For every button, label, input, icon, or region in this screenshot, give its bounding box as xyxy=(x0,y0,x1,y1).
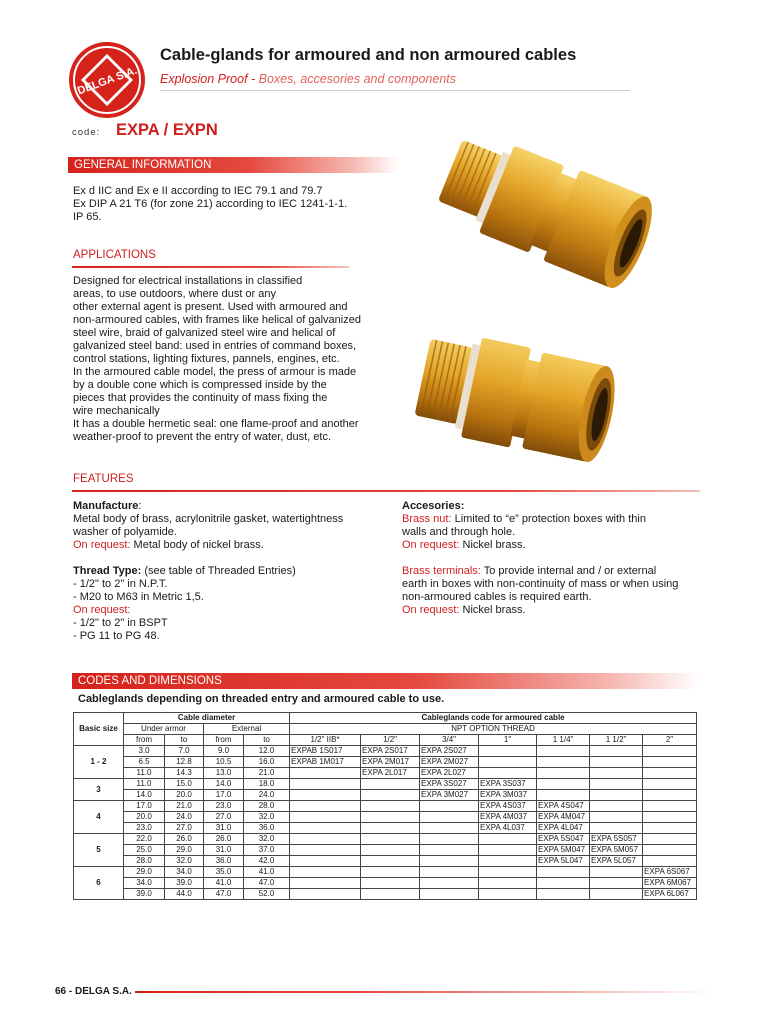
diameter-cell: 34.0 xyxy=(165,867,204,878)
diameter-cell: 36.0 xyxy=(244,823,290,834)
code-cell: EXPA 5S047 xyxy=(537,834,590,845)
app-line: Designed for electrical installations in classified xyxy=(73,275,303,287)
diameter-cell: 15.0 xyxy=(165,779,204,790)
terminals-request: Nickel brass. xyxy=(459,604,526,616)
code-cell xyxy=(361,878,420,889)
code-cell: EXPA 2M017 xyxy=(361,757,420,768)
diameter-cell: 32.0 xyxy=(244,834,290,845)
code-cell xyxy=(361,812,420,823)
thread-header: 1/2" xyxy=(361,735,420,746)
table-row xyxy=(74,790,697,801)
page-subtitle xyxy=(160,72,456,86)
code-cell xyxy=(537,889,590,900)
thread-type-note: (see table of Threaded Entries) xyxy=(141,565,296,577)
code-cell: EXPA 3S037 xyxy=(479,779,537,790)
diameter-cell: 6.5 xyxy=(124,757,165,768)
code-cell xyxy=(361,790,420,801)
code-cell xyxy=(479,768,537,779)
diameter-cell: 32.0 xyxy=(165,856,204,867)
code-cell xyxy=(590,812,643,823)
cable-gland-photo-top xyxy=(420,118,690,323)
code-cell xyxy=(537,779,590,790)
thread-type-label: Thread Type: xyxy=(73,565,142,577)
applications-text xyxy=(73,275,383,444)
code-cell xyxy=(643,812,697,823)
code-cell: EXPA 2M027 xyxy=(420,757,479,768)
code-cell xyxy=(420,867,479,878)
table-row xyxy=(74,757,697,768)
cableglands-code-header: Cableglands code for armoured cable xyxy=(290,713,697,724)
on-request-label: On request: xyxy=(73,539,131,551)
app-line: galvanized steel band: used in entries of command boxes, xyxy=(73,340,357,352)
code-cell: EXPA 4S047 xyxy=(537,801,590,812)
diameter-cell: 17.0 xyxy=(124,801,165,812)
table-row xyxy=(74,801,697,812)
table-row xyxy=(74,856,697,867)
codes-dimensions-heading: CODES AND DIMENSIONS xyxy=(72,673,700,689)
brass-nut-label: Brass nut: xyxy=(402,513,452,525)
diameter-cell: 13.0 xyxy=(204,768,244,779)
code-cell xyxy=(590,768,643,779)
table-row xyxy=(74,845,697,856)
subtitle-lead: Explosion Proof - xyxy=(160,72,259,86)
code-cell xyxy=(590,823,643,834)
terminals-line: earth in boxes with non-continuity of mass or when using xyxy=(402,578,679,590)
brass-nut-text: Limited to “e” protection boxes with thin xyxy=(451,513,646,525)
diameter-cell: 21.0 xyxy=(165,801,204,812)
code-cell xyxy=(643,779,697,790)
diameter-cell: 32.0 xyxy=(244,812,290,823)
code-cell: EXPA 4M037 xyxy=(479,812,537,823)
diameter-cell: 41.0 xyxy=(204,878,244,889)
code-label: code: xyxy=(72,127,101,138)
code-cell: EXPA 4L037 xyxy=(479,823,537,834)
code-cell: EXPA 4L047 xyxy=(537,823,590,834)
code-cell xyxy=(537,867,590,878)
app-line: areas, to use outdoors, where dust or any xyxy=(73,288,277,300)
table-row xyxy=(74,889,697,900)
table-body xyxy=(74,746,697,900)
code-cell xyxy=(590,746,643,757)
code-cell xyxy=(290,867,361,878)
code-cell xyxy=(420,889,479,900)
codes-dimensions-table xyxy=(73,712,697,900)
code-cell xyxy=(590,878,643,889)
diameter-cell: 31.0 xyxy=(204,823,244,834)
code-cell: EXPAB 1S017 xyxy=(290,746,361,757)
code-cell xyxy=(643,768,697,779)
diameter-cell: 39.0 xyxy=(124,889,165,900)
code-cell xyxy=(479,856,537,867)
under-armor-header: Under armor xyxy=(124,724,204,735)
code-cell: EXPA 4M047 xyxy=(537,812,590,823)
diameter-cell: 28.0 xyxy=(124,856,165,867)
code-cell xyxy=(361,801,420,812)
terminals-line: non-armoured cables is required earth. xyxy=(402,591,592,603)
diameter-cell: 11.0 xyxy=(124,768,165,779)
diameter-cell: 44.0 xyxy=(165,889,204,900)
code-cell: EXPAB 1M017 xyxy=(290,757,361,768)
on-request-label: On request: xyxy=(73,604,131,616)
diameter-cell: 25.0 xyxy=(124,845,165,856)
basic-size-cell: 4 xyxy=(74,801,124,834)
table-head xyxy=(74,713,697,746)
code-cell xyxy=(537,790,590,801)
external-header: External xyxy=(204,724,290,735)
thread-line: - M20 to M63 in Metric 1,5. xyxy=(73,591,204,603)
basic-size-header: Basic size xyxy=(74,713,124,746)
diameter-cell: 9.0 xyxy=(204,746,244,757)
diameter-cell: 28.0 xyxy=(244,801,290,812)
code-cell xyxy=(420,834,479,845)
basic-size-cell: 6 xyxy=(74,867,124,900)
app-line: In the armoured cable model, the press of armour is made xyxy=(73,366,357,378)
manufacture-line: Metal body of brass, acrylonitrile gasket, watertightness xyxy=(73,513,344,525)
subtitle-divider xyxy=(160,90,630,91)
on-request-label: On request: xyxy=(402,604,460,616)
code-cell xyxy=(420,812,479,823)
general-line: IP 65. xyxy=(73,211,102,223)
features-left-column xyxy=(73,500,373,643)
manufacture-label: Manufacture xyxy=(73,500,139,512)
basic-size-cell: 3 xyxy=(74,779,124,801)
code-cell: EXPA 5M047 xyxy=(537,845,590,856)
app-line: wire mechanically xyxy=(73,405,160,417)
diameter-cell: 14.3 xyxy=(165,768,204,779)
general-information-text xyxy=(73,185,393,224)
diameter-cell: 47.0 xyxy=(204,889,244,900)
table-row xyxy=(74,867,697,878)
code-cell: EXPA 2S027 xyxy=(420,746,479,757)
diameter-cell: 23.0 xyxy=(124,823,165,834)
diameter-cell: 7.0 xyxy=(165,746,204,757)
features-right-column xyxy=(402,500,702,617)
features-heading: FEATURES xyxy=(73,473,134,485)
code-cell xyxy=(643,845,697,856)
code-cell xyxy=(290,834,361,845)
code-cell xyxy=(590,889,643,900)
code-cell: EXPA 5S057 xyxy=(590,834,643,845)
code-cell xyxy=(290,779,361,790)
nut-request: Nickel brass. xyxy=(459,539,526,551)
footer-divider xyxy=(135,991,715,993)
diameter-cell: 29.0 xyxy=(124,867,165,878)
code-cell xyxy=(643,856,697,867)
diameter-cell: 20.0 xyxy=(165,790,204,801)
diameter-cell: 22.0 xyxy=(124,834,165,845)
from-header: from xyxy=(124,735,165,746)
table-row xyxy=(74,768,697,779)
code-cell xyxy=(479,845,537,856)
code-cell xyxy=(479,889,537,900)
subtitle-rest: Boxes, accesories and components xyxy=(258,72,457,86)
diameter-cell: 29.0 xyxy=(165,845,204,856)
diameter-cell: 34.0 xyxy=(124,878,165,889)
diameter-cell: 11.0 xyxy=(124,779,165,790)
table-row xyxy=(74,812,697,823)
from-header: from xyxy=(204,735,244,746)
code-cell xyxy=(420,878,479,889)
thread-request-line: - 1/2" to 2" in BSPT xyxy=(73,617,168,629)
thread-request-line: - PG 11 to PG 48. xyxy=(73,630,160,642)
code-cell xyxy=(290,801,361,812)
page-title: Cable-glands for armoured and non armoured cables xyxy=(160,46,577,64)
thread-header: 1/2" IIB* xyxy=(290,735,361,746)
table-intro: Cableglands depending on threaded entry and armoured cable to use. xyxy=(78,693,445,705)
thread-header: 1 1/2" xyxy=(590,735,643,746)
diameter-cell: 16.0 xyxy=(244,757,290,768)
code-cell xyxy=(290,889,361,900)
code-cell xyxy=(361,834,420,845)
code-cell xyxy=(290,878,361,889)
general-line: Ex DIP A 21 T6 (for zone 21) according to IEC 1241-1-1. xyxy=(73,198,348,210)
diameter-cell: 31.0 xyxy=(204,845,244,856)
code-cell: EXPA 4S037 xyxy=(479,801,537,812)
table-row xyxy=(74,878,697,889)
code-cell: EXPA 2S017 xyxy=(361,746,420,757)
code-cell xyxy=(420,845,479,856)
app-line: It has a double hermetic seal: one flame-proof and another xyxy=(73,418,359,430)
diameter-cell: 27.0 xyxy=(204,812,244,823)
diameter-cell: 3.0 xyxy=(124,746,165,757)
code-cell xyxy=(537,746,590,757)
diameter-cell: 24.0 xyxy=(165,812,204,823)
table-row xyxy=(74,779,697,790)
code-cell xyxy=(643,801,697,812)
code-cell xyxy=(361,845,420,856)
app-line: by a double cone which is compressed inside by the xyxy=(73,379,327,391)
code-cell xyxy=(420,823,479,834)
thread-line: - 1/2" to 2" in N.P.T. xyxy=(73,578,168,590)
brass-terminals-label: Brass terminals: xyxy=(402,565,481,577)
diameter-cell: 10.5 xyxy=(204,757,244,768)
code-cell: EXPA 3S027 xyxy=(420,779,479,790)
code-cell xyxy=(479,878,537,889)
diameter-cell: 35.0 xyxy=(204,867,244,878)
diameter-cell: 12.8 xyxy=(165,757,204,768)
features-divider xyxy=(72,490,700,492)
code-cell: EXPA 5M057 xyxy=(590,845,643,856)
code-cell: EXPA 3M037 xyxy=(479,790,537,801)
code-cell xyxy=(643,757,697,768)
diameter-cell: 47.0 xyxy=(244,878,290,889)
code-cell xyxy=(361,856,420,867)
delga-logo xyxy=(67,40,147,120)
code-cell xyxy=(643,790,697,801)
diameter-cell: 14.0 xyxy=(124,790,165,801)
code-cell: EXPA 6M067 xyxy=(643,878,697,889)
applications-heading: APPLICATIONS xyxy=(73,249,156,261)
diameter-cell: 27.0 xyxy=(165,823,204,834)
code-cell xyxy=(290,790,361,801)
page-footer: 66 - DELGA S.A. xyxy=(55,986,132,997)
code-cell: EXPA 3M027 xyxy=(420,790,479,801)
diameter-cell: 17.0 xyxy=(204,790,244,801)
general-information-heading: GENERAL INFORMATION xyxy=(68,157,398,173)
code-cell: EXPA 5L047 xyxy=(537,856,590,867)
diameter-cell: 12.0 xyxy=(244,746,290,757)
manufacture-colon: : xyxy=(138,500,142,512)
diameter-cell: 20.0 xyxy=(124,812,165,823)
manufacture-request: Metal body of nickel brass. xyxy=(130,539,264,551)
diameter-cell: 26.0 xyxy=(204,834,244,845)
svg-text:DELGA S.A.: DELGA S.A. xyxy=(75,64,139,98)
code-cell xyxy=(420,801,479,812)
table-row xyxy=(74,746,697,757)
code-cell xyxy=(643,823,697,834)
diameter-cell: 42.0 xyxy=(244,856,290,867)
diameter-cell: 21.0 xyxy=(244,768,290,779)
code-cell xyxy=(479,834,537,845)
code-cell: EXPA 6L067 xyxy=(643,889,697,900)
code-cell xyxy=(537,768,590,779)
diameter-cell: 36.0 xyxy=(204,856,244,867)
code-cell xyxy=(479,757,537,768)
diameter-cell: 23.0 xyxy=(204,801,244,812)
brass-terminals-text: To provide internal and / or external xyxy=(480,565,657,577)
code-cell xyxy=(290,812,361,823)
thread-header: 1 1/4" xyxy=(537,735,590,746)
code-cell xyxy=(290,768,361,779)
code-cell xyxy=(537,878,590,889)
thread-header: 3/4" xyxy=(420,735,479,746)
thread-header: 1" xyxy=(479,735,537,746)
code-cell xyxy=(643,834,697,845)
code-cell xyxy=(290,845,361,856)
diameter-cell: 14.0 xyxy=(204,779,244,790)
app-line: other external agent is present. Used with armoured and xyxy=(73,301,348,313)
code-cell xyxy=(361,823,420,834)
app-line: control stations, lighting fixtures, pannels, engines, etc. xyxy=(73,353,340,365)
code-cell: EXPA 2L027 xyxy=(420,768,479,779)
code-value: EXPA / EXPN xyxy=(116,121,218,139)
code-cell xyxy=(590,779,643,790)
code-cell xyxy=(361,867,420,878)
code-cell xyxy=(643,746,697,757)
diameter-cell: 24.0 xyxy=(244,790,290,801)
manufacture-line: washer of polyamide. xyxy=(73,526,177,538)
table-row xyxy=(74,834,697,845)
basic-size-cell: 5 xyxy=(74,834,124,867)
on-request-label: On request: xyxy=(402,539,460,551)
code-cell xyxy=(537,757,590,768)
code-cell xyxy=(361,889,420,900)
code-cell: EXPA 5L057 xyxy=(590,856,643,867)
code-cell xyxy=(479,867,537,878)
app-line: pieces that provides the continuity of mass fixing the xyxy=(73,392,328,404)
code-cell: EXPA 2L017 xyxy=(361,768,420,779)
diameter-cell: 39.0 xyxy=(165,878,204,889)
code-cell: EXPA 6S067 xyxy=(643,867,697,878)
table-row xyxy=(74,823,697,834)
code-cell xyxy=(590,801,643,812)
brass-nut-text-2: walls and through hole. xyxy=(402,526,516,538)
diameter-cell: 41.0 xyxy=(244,867,290,878)
basic-size-cell: 1 - 2 xyxy=(74,746,124,779)
code-cell xyxy=(420,856,479,867)
to-header: to xyxy=(165,735,204,746)
code-cell xyxy=(479,746,537,757)
thread-header: 2" xyxy=(643,735,697,746)
code-cell xyxy=(590,757,643,768)
accessories-label: Accesories: xyxy=(402,500,465,512)
code-cell xyxy=(361,779,420,790)
cable-diameter-header: Cable diameter xyxy=(124,713,290,724)
diameter-cell: 37.0 xyxy=(244,845,290,856)
app-line: non-armoured cables, with frames like helical of galvanized xyxy=(73,314,361,326)
diameter-cell: 18.0 xyxy=(244,779,290,790)
code-cell xyxy=(590,867,643,878)
to-header: to xyxy=(244,735,290,746)
npt-option-header: NPT OPTION THREAD xyxy=(290,724,697,735)
applications-divider xyxy=(72,266,349,268)
code-cell xyxy=(590,790,643,801)
app-line: weather-proof to prevent the entry of water, dust, etc. xyxy=(73,431,332,443)
diameter-cell: 52.0 xyxy=(244,889,290,900)
diameter-cell: 26.0 xyxy=(165,834,204,845)
app-line: steel wire, braid of galvanized steel wire and helical of xyxy=(73,327,336,339)
code-cell xyxy=(290,823,361,834)
code-cell xyxy=(290,856,361,867)
general-line: Ex d IIC and Ex e II according to IEC 79.1 and 79.7 xyxy=(73,185,323,197)
cable-gland-photo-bottom xyxy=(400,320,650,495)
